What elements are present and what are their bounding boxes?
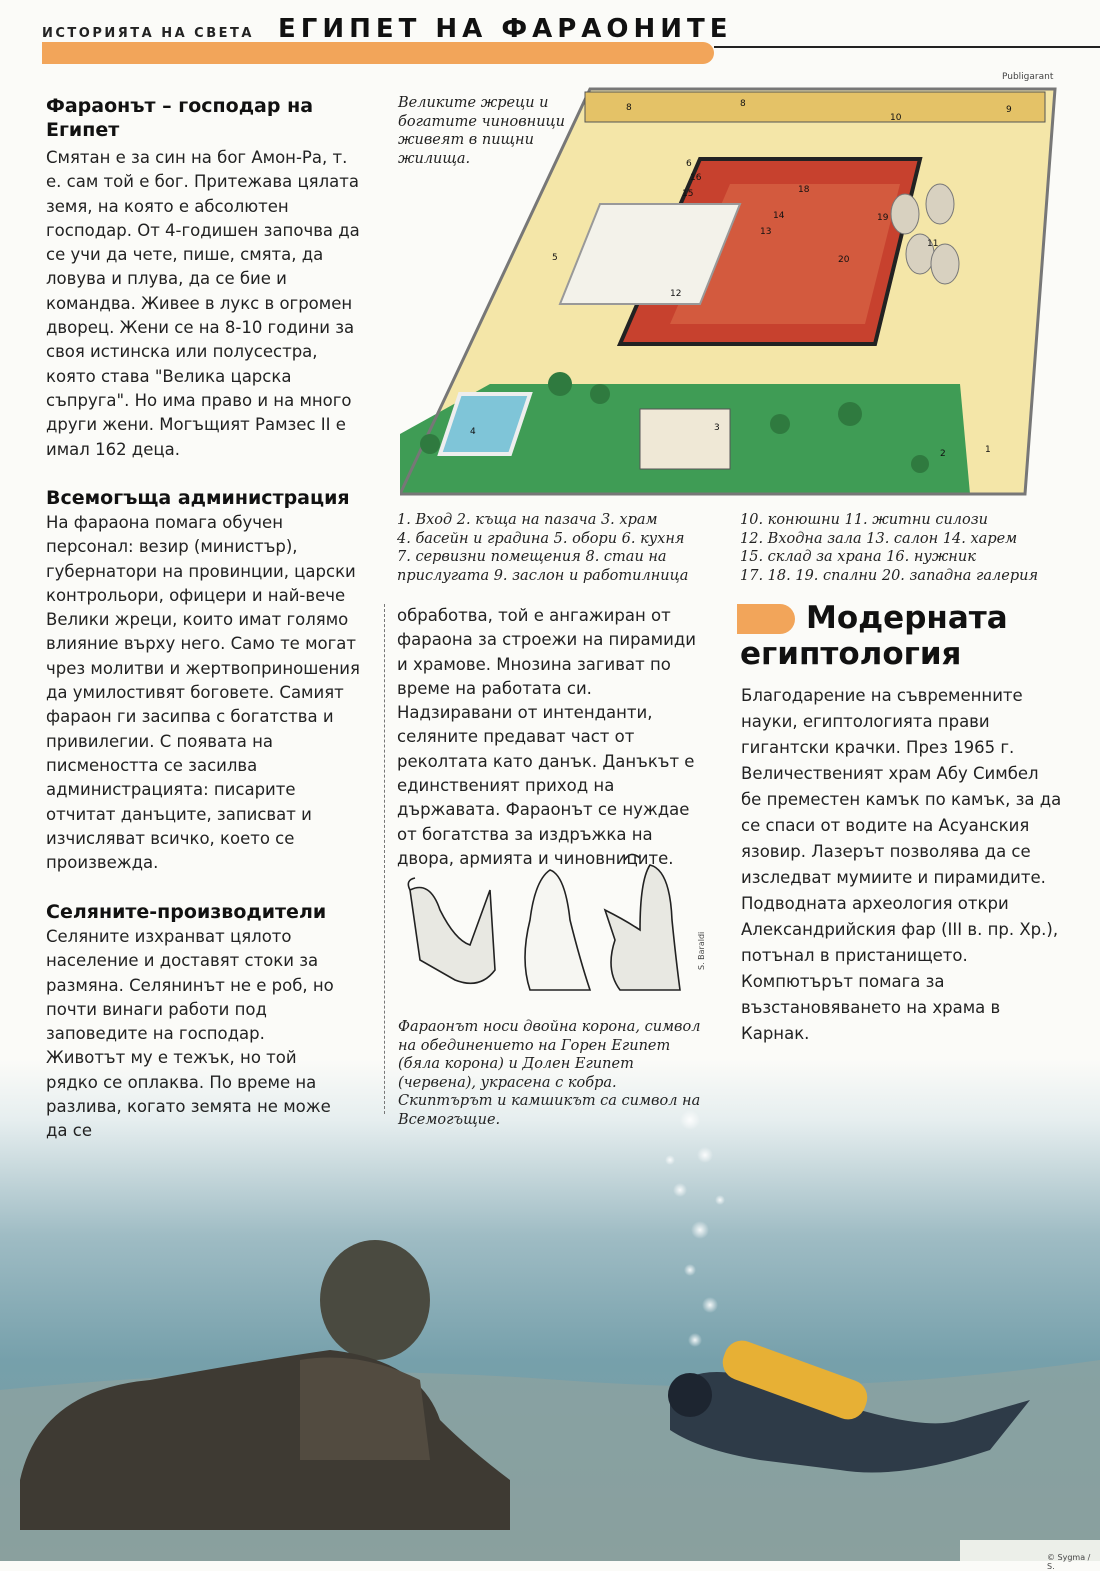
admin-heading: Всемогъща администрация (46, 487, 350, 509)
admin-text: На фараона помага обучен персонал: везир (министър), губернатори на провинции, царски контрольори, офицери и най-вече Велики жреци, които имат голямо влияние върху него. Само те могат чрез молитви и жертвоприношения да умилостивят боговете. Самият фараон ги засипва с богатства и привилегии. С появата на писмеността се засилва администрацията: писарите отчитат данъците, записват и изчисляват всичко, което се произвежда. (46, 513, 360, 873)
peasants-text: Селяните изхранват цялото население и доставят стоки за размяна. Селянинът не е роб, но почти винаги работи под заповедите на господар. Животът му е тежък, но той рядко се оплаква. По време на разлива, когато земята не може да се (46, 927, 334, 1141)
peasants-heading: Селяните-производители (46, 901, 327, 923)
label-8b: 8 (740, 99, 746, 109)
label-19: 19 (877, 213, 889, 223)
pharaoh-text: Смятан е за син на бог Амон-Ра, т. е. сам той е бог. Притежава цялата земя, на която е абсолютен господар. От 4-годишен започва да се учи да чете, пише, смята, да ловува и плува, да се бие и командва. Живее в лукс в огромен дворец. Жени се на 8-10 години за своя истинска или полусестра, която става "Велика царска съпруга". Но има право и на много други жени. Могъщият Рамзес II е имал 162 деца. (46, 148, 360, 459)
crown-caption: Фараонът носи двойна корона, символ на обединението на Горен Египет (бяла корона) и Долен Египет (червена), украсена с кобра. Скиптърът и камшикът са символ на Всемогъщие. (398, 1019, 701, 1128)
label-9: 9 (1006, 105, 1012, 115)
palace-credit: Publigarant (1002, 72, 1054, 82)
header-accent-bar (42, 42, 714, 64)
pharaoh-heading-line1: Фараонът – господар на (46, 95, 314, 117)
palace-caption: Великите жреци и богатите чиновници живеят в пищни жилища. (398, 95, 566, 167)
legend-line: 12. Входна зала 13. салон 14. харем (740, 530, 1018, 547)
label-4: 4 (470, 427, 476, 437)
legend-line: 7. сервизни помещения 8. стаи на (397, 549, 667, 565)
label-13: 13 (760, 227, 772, 237)
label-15: 15 (682, 189, 694, 199)
palace-legend-right (740, 511, 1080, 585)
page-title: ЕГИПЕТ НА ФАРАОНИТЕ (278, 14, 733, 44)
legend-line: прислугата 9. заслон и работилница (397, 567, 689, 584)
photo-credit: © Sygma / S. (1047, 1553, 1091, 1571)
legend-line: 4. басейн и градина 5. обори 6. кухня (397, 530, 685, 547)
label-18: 18 (798, 185, 810, 195)
label-16: 16 (690, 173, 702, 183)
crown-credit: S. Baraldi (697, 931, 706, 970)
label-14: 14 (773, 211, 785, 221)
series-title: ИСТОРИЯТА НА СВЕТА (42, 26, 254, 41)
column-divider (384, 604, 385, 1114)
pharaoh-heading-line2: Египет (46, 119, 120, 141)
palace-legend-left (397, 511, 737, 585)
modern-heading (740, 600, 1080, 672)
modern-text: Благодарение на съвременните науки, египтологията прави гигантски крачки. През 1965 г. Величественият храм Абу Симбел бе преместен камък по камък, за да се спаси от водите на Асуанския язовир. Лазерът позволява да се изследват мумиите и пирамидите. Подводната археология откри Александрийския фар (III в. пр. Хр.), потънал в пристанището. Компютърът помага за възстановяването на храма в Карнак. (741, 686, 1062, 1043)
header-rule (714, 46, 1100, 48)
label-2: 2 (940, 449, 946, 459)
label-12: 12 (670, 289, 682, 299)
legend-line: 10. конюшни 11. житни силози (740, 512, 989, 528)
label-1: 1 (985, 445, 991, 455)
legend-line: 17. 18. 19. спални 20. западна галерия (740, 567, 1039, 584)
label-5: 5 (552, 253, 558, 263)
label-10: 10 (890, 113, 902, 123)
crown-drawing (400, 850, 710, 1010)
label-8a: 8 (626, 103, 632, 113)
label-6: 6 (686, 159, 692, 169)
peasants-text-continued: обработва, той е ангажиран от фараона за строежи на пирамиди и храмове. Мнозина загиват по време на работата си. Надзиравани от интенданти, селяните предават част от реколтата като данък. Данъкът е единственият приход на държавата. Фараонът се нуждае от богатства за издръжка на двора, армията и чиновниците. (397, 606, 696, 868)
legend-line: 15. склад за храна 16. нужник (740, 549, 976, 565)
label-20: 20 (838, 255, 850, 265)
modern-heading-line1: Модерната (806, 600, 1008, 636)
pharaoh-heading (46, 94, 366, 142)
modern-heading-line2: египтология (740, 636, 962, 672)
label-3: 3 (714, 423, 720, 433)
label-11: 11 (927, 239, 939, 249)
legend-line: 1. Вход 2. къща на пазача 3. храм (397, 512, 658, 528)
